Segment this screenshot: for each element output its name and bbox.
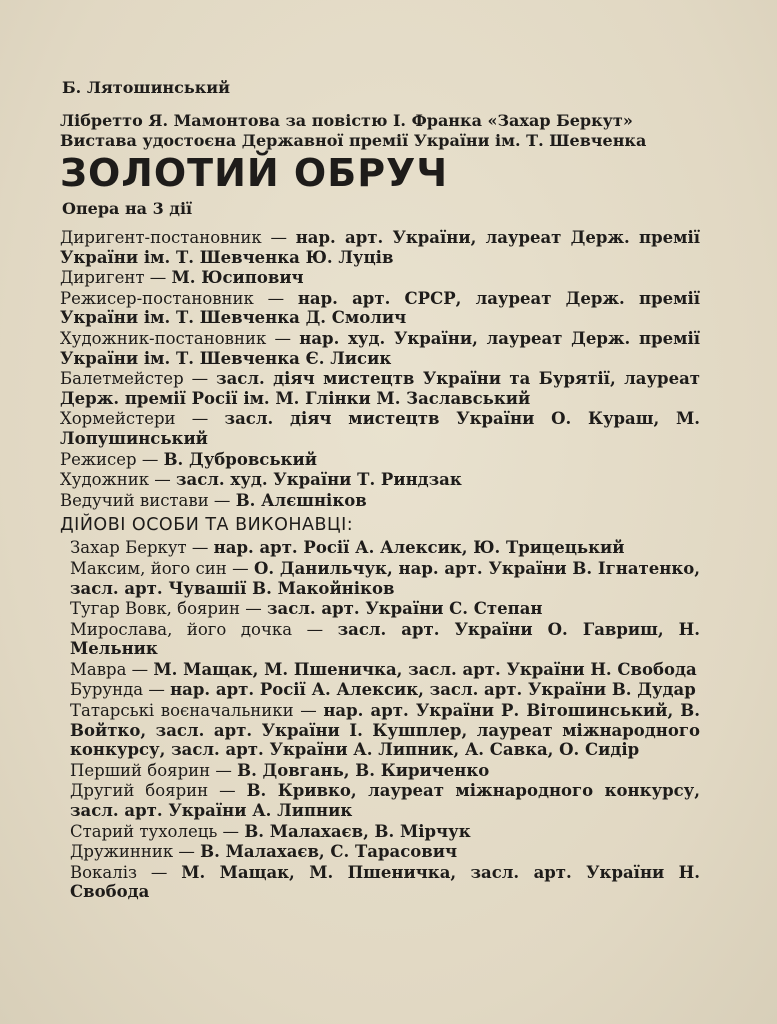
crew-names: М. Юсипович — [171, 268, 304, 288]
cast-heading: ДІЙОВІ ОСОБИ ТА ВИКОНАВЦІ: — [60, 515, 354, 536]
composer-name: Б. Лятошинський — [62, 78, 231, 97]
cast-entry — [70, 680, 700, 700]
crew-list — [60, 228, 700, 510]
character-name: Тугар Вовк, боярин — — [70, 599, 267, 619]
performer-names: О. Данильчук, нар. арт. України В. Ігнатенко, засл. арт. Чувашії В. Макойніков — [70, 558, 700, 598]
program-content — [60, 78, 700, 903]
character-name: Татарські воєначальники — — [70, 701, 324, 721]
character-name: Максим, його син — — [70, 558, 254, 578]
crew-role: Художник — — [60, 470, 177, 490]
crew-names: засл. худ. України Т. Риндзак — [176, 470, 462, 490]
performer-names: нар. арт. України Р. Вітошинський, В. Войтко, засл. арт. України І. Кушплер, лауреат міжнародного конкурсу, засл. арт. України А. Липник, А. Савка, О. Сидір — [70, 701, 700, 760]
crew-entry — [60, 329, 700, 368]
crew-names: засл. діяч мистецтв України О. Кураш, М. Лопушинський — [60, 409, 700, 448]
crew-role: Хормейстери — — [60, 409, 225, 429]
crew-names: засл. діяч мистецтв України та Бурятії, лауреат Держ. премії Росії ім. М. Глінки М. Заславський — [60, 369, 700, 408]
crew-entry — [60, 228, 700, 267]
performer-names: засл. арт. України С. Степан — [266, 599, 543, 619]
cast-entry — [70, 781, 700, 820]
crew-names: В. Дубровський — [163, 449, 317, 469]
cast-entry — [70, 701, 700, 760]
crew-names: В. Алєшніков — [235, 490, 367, 510]
performer-names: В. Кривко, лауреат міжнародного конкурсу, засл. арт. України А. Липник — [70, 781, 700, 821]
cast-entry — [70, 620, 700, 659]
crew-role: Художник-постановник — — [60, 328, 300, 348]
crew-entry — [60, 289, 700, 328]
libretto-credit: Лібретто Я. Мамонтова за повістю І. Франка «Захар Беркут» — [60, 111, 633, 130]
crew-role: Режисер-постановник — — [60, 288, 298, 308]
performer-names: В. Малахаєв, С. Тарасович — [200, 842, 458, 862]
crew-role: Ведучий вистави — — [60, 490, 236, 510]
performer-names: засл. арт. України О. Гавриш, Н. Мельник — [70, 619, 700, 659]
crew-role: Диригент — — [60, 268, 172, 288]
crew-entry — [60, 369, 700, 408]
cast-entry — [70, 599, 700, 619]
crew-names: нар. арт. України, лауреат Держ. премії України ім. Т. Шевченка Ю. Луців — [60, 228, 700, 267]
crew-entry — [60, 491, 700, 511]
character-name: Дружинник — — [70, 842, 201, 862]
cast-entry — [70, 863, 700, 902]
performer-names: М. Мащак, М. Пшеничка, засл. арт. України Н. Свобода — [153, 659, 697, 679]
character-name: Захар Беркут — — [70, 538, 214, 558]
cast-entry — [70, 822, 700, 842]
performer-names: В. Малахаєв, В. Мірчук — [244, 821, 471, 841]
crew-entry — [60, 409, 700, 448]
character-name: Старий тухолець — — [70, 821, 245, 841]
crew-role: Балетмейстер — — [60, 369, 217, 389]
opera-genre: Опера на 3 дії — [62, 199, 193, 218]
character-name: Вокаліз — — [70, 862, 182, 882]
performer-names: нар. арт. Росії А. Алексик, засл. арт. України В. Дудар — [170, 680, 696, 700]
crew-names: нар. арт. СРСР, лауреат Держ. премії України ім. Т. Шевченка Д. Смолич — [60, 288, 700, 328]
cast-entry — [70, 842, 700, 862]
character-name: Мирослава, його дочка — — [70, 619, 338, 639]
character-name: Бурунда — — [70, 680, 171, 700]
cast-entry — [70, 660, 700, 680]
cast-entry — [70, 761, 700, 781]
crew-entry — [60, 470, 700, 490]
cast-list — [70, 538, 700, 902]
performer-names: нар. арт. Росії А. Алексик, Ю. Трицецький — [213, 538, 625, 558]
character-name: Мавра — — [70, 659, 154, 679]
award-note: Вистава удостоєна Державної премії України ім. Т. Шевченка — [60, 131, 647, 150]
cast-entry — [70, 538, 700, 558]
character-name: Перший боярин — — [70, 760, 238, 780]
crew-role: Режисер — — [60, 449, 164, 469]
crew-entry — [60, 268, 700, 288]
crew-names: нар. худ. України, лауреат Держ. премії України ім. Т. Шевченка Є. Лисик — [60, 328, 700, 368]
performer-names: М. Мащак, М. Пшеничка, засл. арт. України Н. Свобода — [70, 862, 700, 902]
opera-title: ЗОЛОТИЙ ОБРУЧ — [60, 151, 449, 195]
performer-names: В. Довгань, В. Кириченко — [237, 760, 490, 780]
character-name: Другий боярин — — [70, 781, 247, 801]
crew-role: Диригент-постановник — — [60, 228, 296, 247]
crew-entry — [60, 450, 700, 470]
cast-entry — [70, 559, 700, 598]
